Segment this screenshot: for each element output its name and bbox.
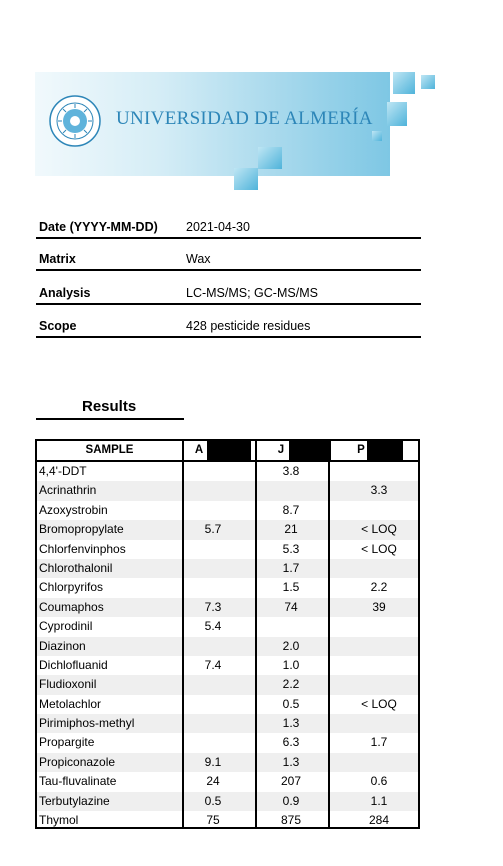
decorative-square xyxy=(372,131,382,141)
cell-value-a: 75 xyxy=(206,813,220,828)
decorative-square xyxy=(387,102,407,126)
cell-sample-name: Fludioxonil xyxy=(39,677,97,692)
cell-sample-name: Propargite xyxy=(39,735,95,750)
results-underline xyxy=(36,418,184,420)
info-label: Scope xyxy=(39,319,77,333)
cell-value-p: < LOQ xyxy=(361,522,397,537)
cell-sample-name: Diazinon xyxy=(39,638,86,653)
cell-sample-name: Chlorpyrifos xyxy=(39,580,104,595)
table-body xyxy=(37,462,418,830)
cell-value-j: 0.5 xyxy=(282,696,300,711)
cell-value-a: 24 xyxy=(206,774,220,789)
cell-sample-name: Tau-fluvalinate xyxy=(39,774,117,789)
cell-value-a: 7.4 xyxy=(204,657,222,672)
cell-sample-name: 4,4'-DDT xyxy=(39,464,87,478)
table-row xyxy=(37,481,418,500)
info-row-date xyxy=(36,213,421,239)
cell-value-p: 284 xyxy=(368,813,390,828)
table-row xyxy=(37,772,418,791)
results-table xyxy=(35,439,420,829)
cell-value-j: 21 xyxy=(284,522,298,537)
column-header-j: J xyxy=(277,444,285,456)
info-row-matrix xyxy=(36,245,421,271)
decorative-square xyxy=(421,75,435,89)
table-row xyxy=(37,462,418,481)
cell-value-j: 1.0 xyxy=(282,657,300,672)
cell-value-p: 39 xyxy=(372,599,386,614)
cell-value-a: 7.3 xyxy=(204,599,222,614)
column-header-sample: SAMPLE xyxy=(85,444,134,456)
cell-value-j: 1.3 xyxy=(282,716,300,731)
cell-sample-name: Propiconazole xyxy=(39,754,116,769)
cell-value-j: 875 xyxy=(280,813,302,828)
university-seal-icon xyxy=(48,94,102,148)
column-header-a: A xyxy=(194,444,204,456)
info-value: Wax xyxy=(186,252,211,266)
table-row xyxy=(37,520,418,539)
cell-value-j: 207 xyxy=(280,774,302,789)
cell-value-p: < LOQ xyxy=(361,541,397,556)
column-divider xyxy=(328,441,330,827)
cell-value-p: < LOQ xyxy=(361,696,397,711)
info-label: Date (YYYY-MM-DD) xyxy=(39,220,158,234)
cell-value-p: 0.6 xyxy=(370,774,388,789)
cell-sample-name: Coumaphos xyxy=(39,599,104,614)
cell-value-a: 5.7 xyxy=(204,522,222,537)
cell-value-p: 3.3 xyxy=(370,483,388,498)
info-row-analysis xyxy=(36,279,421,305)
cell-sample-name: Acrinathrin xyxy=(39,483,97,498)
info-label: Matrix xyxy=(39,252,76,266)
cell-value-p: 1.1 xyxy=(370,793,388,808)
cell-sample-name: Pirimiphos-methyl xyxy=(39,716,135,731)
cell-value-j: 0.9 xyxy=(282,793,300,808)
cell-value-j: 1.3 xyxy=(282,754,300,769)
cell-sample-name: Metolachlor xyxy=(39,696,102,711)
cell-value-a: 0.5 xyxy=(204,793,222,808)
cell-sample-name: Chlorothalonil xyxy=(39,560,113,575)
info-value: LC-MS/MS; GC-MS/MS xyxy=(186,286,318,300)
cell-value-p: 2.2 xyxy=(370,580,388,595)
cell-value-a: 9.1 xyxy=(204,754,222,769)
table-row xyxy=(37,540,418,559)
cell-sample-name: Cyprodinil xyxy=(39,619,93,634)
cell-sample-name: Chlorfenvinphos xyxy=(39,541,126,556)
table-row xyxy=(37,559,418,578)
redaction-block xyxy=(367,441,403,460)
cell-sample-name: Thymol xyxy=(39,813,79,828)
cell-value-j: 2.0 xyxy=(282,638,300,653)
table-row xyxy=(37,753,418,772)
table-row xyxy=(37,714,418,733)
cell-value-j: 1.7 xyxy=(282,560,300,575)
table-row xyxy=(37,695,418,714)
table-row xyxy=(37,598,418,617)
decorative-square xyxy=(393,72,415,94)
table-row xyxy=(37,617,418,636)
table-row xyxy=(37,811,418,830)
cell-value-j: 2.2 xyxy=(282,677,300,692)
cell-sample-name: Dichlofluanid xyxy=(39,657,108,672)
cell-value-j: 3.8 xyxy=(282,464,300,478)
cell-value-j: 5.3 xyxy=(282,541,300,556)
results-heading: Results xyxy=(82,398,137,415)
column-divider xyxy=(255,441,257,827)
university-name: UNIVERSIDAD DE ALMERÍA xyxy=(116,108,373,129)
table-row xyxy=(37,501,418,520)
cell-value-p: 1.7 xyxy=(370,735,388,750)
cell-sample-name: Azoxystrobin xyxy=(39,502,108,517)
decorative-square xyxy=(258,147,282,169)
redaction-block xyxy=(207,441,251,460)
table-row xyxy=(37,792,418,811)
table-row xyxy=(37,733,418,752)
info-label: Analysis xyxy=(39,286,91,300)
cell-value-a: 5.4 xyxy=(204,619,222,634)
column-header-p: P xyxy=(357,444,365,456)
cell-value-j: 74 xyxy=(284,599,298,614)
table-row xyxy=(37,578,418,597)
cell-value-j: 1.5 xyxy=(282,580,300,595)
info-row-scope xyxy=(36,312,421,338)
redaction-block xyxy=(289,441,331,460)
table-row xyxy=(37,656,418,675)
decorative-square xyxy=(234,168,258,190)
column-divider xyxy=(182,441,184,827)
cell-value-j: 8.7 xyxy=(282,502,300,517)
table-row xyxy=(37,675,418,694)
cell-value-j: 6.3 xyxy=(282,735,300,750)
table-row xyxy=(37,637,418,656)
cell-sample-name: Bromopropylate xyxy=(39,522,124,537)
cell-sample-name: Terbutylazine xyxy=(39,793,110,808)
info-value: 2021-04-30 xyxy=(186,220,250,234)
info-value: 428 pesticide residues xyxy=(186,319,311,333)
